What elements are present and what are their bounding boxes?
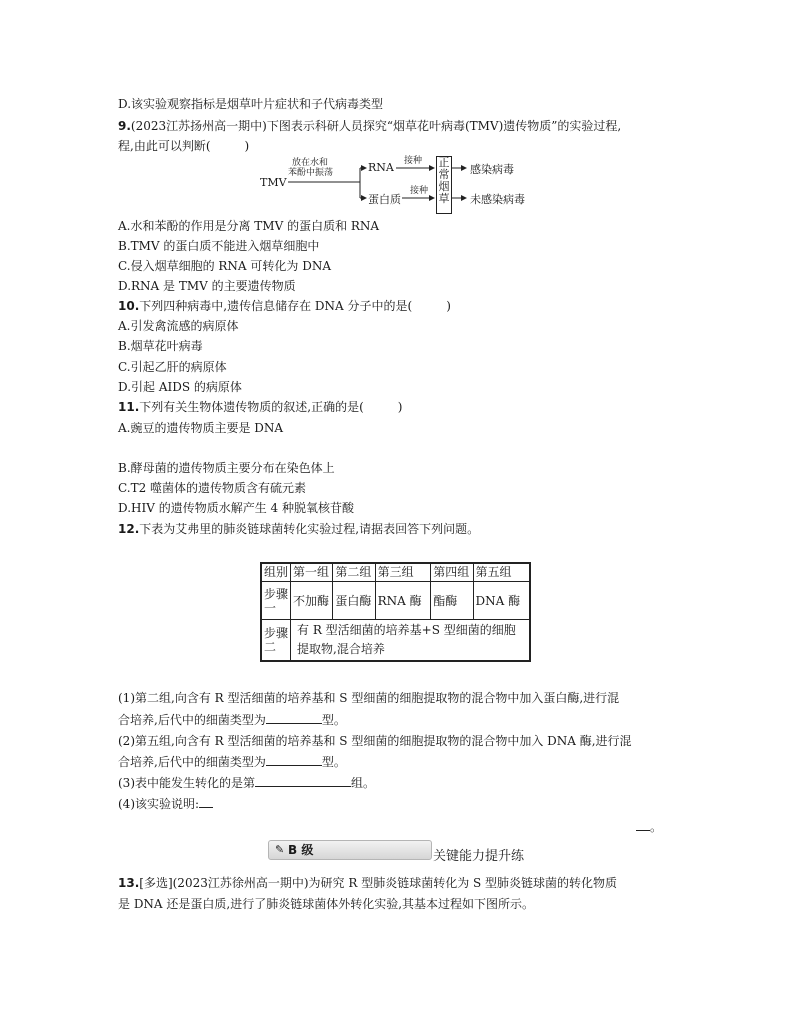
q9-option-c: C.侵入烟草细胞的 RNA 可转化为 DNA — [118, 259, 332, 273]
q10-stem — [118, 298, 451, 314]
rna-label: RNA — [368, 161, 394, 174]
q11-option-a: A.豌豆的遗传物质主要是 DNA — [118, 421, 284, 435]
q12-sub1-line1: (1)第二组,向含有 R 型活细菌的培养基和 S 型细菌的细胞提取物的混合物中加入蛋白酶,进行混 — [118, 691, 620, 705]
step1-label: 步骤一 — [261, 582, 291, 620]
pencil-icon: ✎ — [275, 843, 285, 856]
tmv-label: TMV — [260, 176, 287, 189]
table-cell-merged: 有 R 型活细菌的培养基+S 型细菌的细胞提取物,混合培养 — [291, 620, 531, 662]
q12-number: 12. — [118, 522, 140, 536]
q12-sub2-blank[interactable] — [266, 753, 322, 766]
q12-sub4-blank[interactable] — [199, 795, 213, 808]
q11-number: 11. — [118, 400, 140, 414]
q13-stem-line1 — [118, 875, 617, 891]
q11-paren-close: ) — [397, 400, 403, 414]
section-b-title: 关键能力提升练 — [433, 849, 525, 864]
table-header-cell: 第三组 — [375, 563, 431, 582]
inoculate-label-1: 接种 — [404, 156, 423, 166]
q10-stem-text: 下列四种病毒中,遗传信息储存在 DNA 分子中的是( — [139, 299, 413, 313]
q12-sub4-text: (4)该实验说明: — [118, 797, 200, 811]
q12-sub2-line2 — [118, 753, 346, 770]
q9-stem-line2 — [118, 138, 249, 154]
section-b-level: B 级 — [288, 843, 314, 857]
table-cell: 蛋白酶 — [333, 582, 375, 620]
table-cell: DNA 酶 — [473, 582, 530, 620]
q11-stem-text: 下列有关生物体遗传物质的叙述,正确的是( — [139, 400, 364, 414]
q12-sub2-text: 合培养,后代中的细菌类型为 — [118, 755, 266, 769]
protein-label: 蛋白质 — [368, 193, 401, 206]
q11-stem — [118, 399, 402, 415]
q10-option-b: B.烟草花叶病毒 — [118, 339, 203, 353]
q12-sub3-text: (3)表中能发生转化的是第 — [118, 776, 255, 790]
q9-stem-line1 — [118, 118, 621, 134]
shake-label-1: 放在水和 — [292, 158, 329, 168]
q9-option-d: D.RNA 是 TMV 的主要遗传物质 — [118, 279, 296, 293]
q12-stem-text: 下表为艾弗里的肺炎链球菌转化实验过程,请据表回答下列问题。 — [139, 522, 480, 536]
step2-label: 步骤二 — [261, 620, 291, 662]
q9-option-b: B.TMV 的蛋白质不能进入烟草细胞中 — [118, 239, 320, 253]
q12-sub1-blank[interactable] — [266, 711, 322, 724]
box-char: 正 — [438, 156, 450, 169]
q9-stem-text2: 程,由此可以判断( — [118, 139, 211, 153]
experiment-table — [260, 562, 531, 662]
q10-paren-close: ) — [446, 299, 451, 313]
q9-option-a: A.水和苯酚的作用是分离 TMV 的蛋白质和 RNA — [118, 219, 380, 233]
q11-option-c: C.T2 噬菌体的遗传物质含有硫元素 — [118, 481, 307, 495]
q11-option-d: D.HIV 的遗传物质水解产生 4 种脱氧核苷酸 — [118, 501, 354, 515]
box-char: 草 — [438, 192, 450, 205]
inoculate-label-2: 接种 — [410, 186, 429, 196]
q10-option-d: D.引起 AIDS 的病原体 — [118, 380, 242, 394]
q12-sub3 — [118, 774, 375, 791]
q12-sub3-blank[interactable] — [255, 774, 351, 787]
section-b-band — [268, 840, 432, 860]
table-cell: 不加酶 — [291, 582, 333, 620]
table-header-cell: 组别 — [261, 563, 291, 582]
q10-option-a: A.引发禽流感的病原体 — [118, 319, 239, 333]
result-not-infected: 未感染病毒 — [470, 193, 525, 206]
box-char: 常 — [438, 168, 450, 181]
q12-stem — [118, 521, 479, 537]
q12-sub2-suffix: 型。 — [321, 755, 346, 769]
q12-sub4 — [118, 795, 213, 812]
tmv-experiment-diagram — [258, 156, 548, 214]
box-char: 烟 — [438, 180, 450, 193]
table-header-cell: 第一组 — [291, 563, 333, 582]
q13-stem-text: [多选](2023江苏徐州高一期中)为研究 R 型肺炎链球菌转化为 S 型肺炎链球菌的转化物质 — [139, 876, 618, 890]
q9-stem-text: (2023江苏扬州高一期中)下图表示科研人员探究“烟草花叶病毒(TMV)遗传物质”的实验过程, — [130, 119, 622, 133]
q12-sub3-suffix: 组。 — [351, 776, 376, 790]
q13-stem-line2: 是 DNA 还是蛋白质,进行了肺炎链球菌体外转化实验,其基本过程如下图所示。 — [118, 897, 535, 911]
q11-option-b: B.酵母菌的遗传物质主要分布在染色体上 — [118, 461, 335, 475]
q8-option-d: D.该实验观察指标是烟草叶片症状和子代病毒类型 — [118, 97, 384, 111]
table-row-step2 — [261, 620, 530, 662]
q12-sub1-text: 合培养,后代中的细菌类型为 — [118, 713, 266, 727]
q12-sub1-line2 — [118, 711, 346, 728]
q9-number: 9. — [118, 119, 131, 133]
q10-option-c: C.引起乙肝的病原体 — [118, 360, 227, 374]
table-cell: 酯酶 — [431, 582, 473, 620]
table-header-cell: 第四组 — [431, 563, 473, 582]
table-header-row — [261, 563, 530, 582]
q13-number: 13. — [118, 876, 140, 890]
q12-sub1-suffix: 型。 — [321, 713, 346, 727]
table-header-cell: 第五组 — [473, 563, 530, 582]
q9-paren-close: ) — [244, 139, 250, 153]
q12-sub4-blank-end[interactable] — [636, 818, 650, 831]
table-header-cell: 第二组 — [333, 563, 375, 582]
q10-number: 10. — [118, 299, 140, 313]
table-cell: RNA 酶 — [375, 582, 431, 620]
result-infected: 感染病毒 — [470, 163, 514, 176]
q12-sub4-period: 。 — [650, 820, 663, 834]
q12-sub2-line1: (2)第五组,向含有 R 型活细菌的培养基和 S 型细菌的细胞提取物的混合物中加入 DNA 酶,进行混 — [118, 734, 632, 748]
normal-tobacco-box — [436, 156, 452, 214]
shake-label-2: 苯酚中振荡 — [288, 168, 334, 178]
table-row-step1 — [261, 582, 530, 620]
q12-sub4-end — [636, 818, 662, 835]
